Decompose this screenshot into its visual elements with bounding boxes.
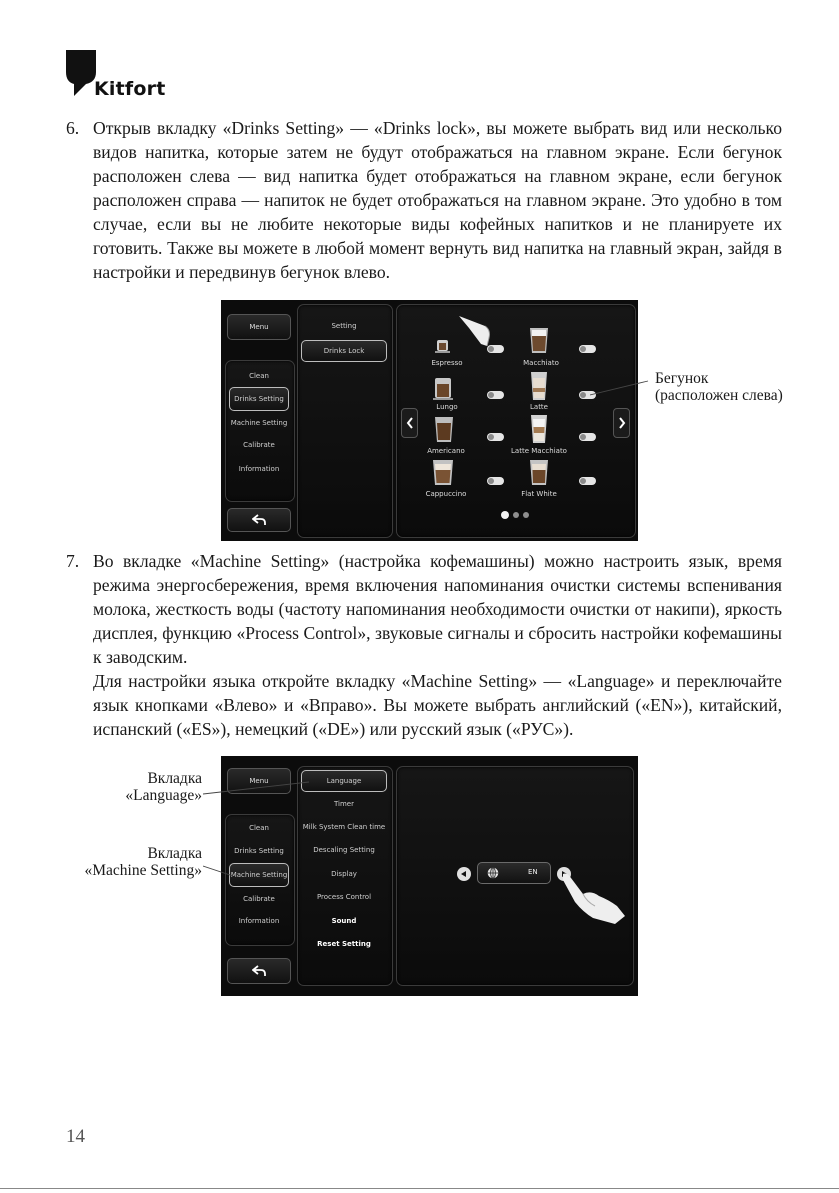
hand-pointer-icon	[459, 316, 499, 350]
nav-item-calibrate[interactable]: Calibrate	[243, 895, 275, 903]
drink-label: Latte Macchiato	[511, 447, 567, 455]
nav-item-drinks-setting[interactable]: Drinks Setting	[234, 847, 284, 855]
annotation-slider	[655, 370, 783, 404]
sub-item-drinks-lock[interactable]: Drinks Lock	[301, 340, 387, 362]
back-arrow-icon	[252, 965, 266, 977]
annotation-leader-lines	[203, 780, 313, 884]
toggle-macchiato[interactable]	[579, 345, 596, 353]
page-dot-active[interactable]	[501, 511, 509, 519]
kitfort-logo-icon	[66, 50, 96, 96]
language-value: EN	[528, 868, 538, 876]
nav-item-information[interactable]: Information	[238, 917, 280, 925]
back-button[interactable]	[227, 958, 291, 984]
instruction-item-6	[66, 116, 782, 306]
drink-label: Cappuccino	[425, 490, 467, 498]
nav-item-clean[interactable]: Clean	[249, 372, 269, 380]
back-arrow-icon	[252, 514, 266, 526]
drink-label: Lungo	[436, 403, 458, 411]
menu-button[interactable]: Menu	[227, 768, 291, 794]
item-text: Во вкладке «Machine Setting» (настройка кофемашины) можно настроить язык, время режима энергосбережения, время включения напоминания очистки системы вспенивания молока, жесткость воды (частоту напоминания необходимости очистки от накипи), яркость дисплея, функцию «Process Control», звуковые сигналы и сбросить настройки кофемашины к заводским.	[93, 551, 782, 667]
drink-label: Espresso	[431, 359, 463, 367]
sub-item-milk-system-clean-time[interactable]: Milk System Clean time	[302, 823, 386, 831]
sub-item-display[interactable]: Display	[331, 870, 357, 878]
toggle-latte-macchiato[interactable]	[579, 433, 596, 441]
nav-item-machine-setting[interactable]: Machine Setting	[229, 863, 289, 887]
annotation-line: Вкладка	[147, 845, 202, 862]
chevron-right-icon	[618, 417, 626, 429]
macchiato-cup-icon	[527, 326, 551, 356]
item-number: 6.	[66, 118, 80, 138]
nav-item-drinks-setting[interactable]: Drinks Setting	[229, 387, 289, 411]
latte-glass-icon	[529, 370, 549, 402]
drink-label: Latte	[530, 403, 548, 411]
americano-cup-icon	[432, 415, 456, 445]
annotation-line: Бегунок	[655, 370, 709, 387]
page-dot[interactable]	[523, 512, 529, 518]
annotation-line: «Machine Setting»	[84, 862, 202, 879]
sub-item-reset-setting[interactable]: Reset Setting	[317, 940, 371, 948]
flat-white-cup-icon	[527, 458, 551, 488]
back-button[interactable]	[227, 508, 291, 532]
language-left-button[interactable]	[457, 867, 471, 881]
drinks-lock-screenshot	[221, 300, 638, 541]
sub-item-process-control[interactable]: Process Control	[316, 893, 372, 901]
nav-item-machine-setting[interactable]: Machine Setting	[230, 419, 288, 427]
lungo-cup-icon	[432, 376, 454, 402]
prev-page-button[interactable]	[401, 408, 418, 438]
annotation-line: (расположен слева)	[655, 387, 783, 404]
toggle-flat-white[interactable]	[579, 477, 596, 485]
item-number: 7.	[66, 551, 80, 571]
annotation-machine-setting-tab	[40, 845, 202, 879]
drink-label: Flat White	[521, 490, 557, 498]
page-bottom-rule	[0, 1188, 839, 1189]
sub-item-language[interactable]: Language	[301, 770, 387, 792]
annotation-language-tab	[100, 770, 202, 804]
toggle-americano[interactable]	[487, 433, 504, 441]
next-page-button[interactable]	[613, 408, 630, 438]
hand-pointer-icon	[561, 872, 627, 924]
instruction-item-7	[66, 549, 782, 749]
espresso-cup-icon	[435, 334, 451, 354]
drink-label: Macchiato	[523, 359, 559, 367]
sub-item-timer[interactable]: Timer	[333, 800, 354, 808]
annotation-line: Вкладка	[147, 770, 202, 787]
item-text: Открыв вкладку «Drinks Setting» — «Drinks lock», вы можете выбрать вид или несколько видов напитка, которые затем не будут отображаться на главном экране. Если бегунок расположен слева — вид напитка будет отображаться на главном экране, если бегунок расположен справа — напиток не будет отображаться на главном экране. Это удобно в том случае, если вы не любите некоторые виды кофейных напитков и не планируете их готовить. Также вы можете в любой момент вернуть вид напитка на главный экран, зайдя в настройки и передвинув бегунок влево.	[93, 118, 782, 282]
nav-item-clean[interactable]: Clean	[249, 824, 269, 832]
sub-item-sound[interactable]: Sound	[331, 917, 357, 925]
annotation-line: «Language»	[125, 787, 202, 804]
toggle-lungo[interactable]	[487, 391, 504, 399]
drink-label: Americano	[427, 447, 465, 455]
sub-title: Setting	[331, 322, 357, 330]
page-dot[interactable]	[513, 512, 519, 518]
triangle-left-icon	[461, 871, 467, 877]
kitfort-logo	[66, 50, 176, 102]
nav-item-information[interactable]: Information	[238, 465, 280, 473]
globe-icon	[487, 867, 499, 879]
item-text: Для настройки языка откройте вкладку «Machine Setting» — «Language» и переключайте язык кнопками «Влево» и «Вправо». Вы можете выбрать английский («EN»), китайский, испанский («ES»), немецкий («DE») или русский язык («РУС»).	[93, 671, 782, 739]
cappuccino-cup-icon	[430, 458, 456, 488]
chevron-left-icon	[406, 417, 414, 429]
sub-item-descaling-setting[interactable]: Descaling Setting	[313, 846, 375, 854]
language-selector[interactable]	[477, 862, 551, 884]
toggle-cappuccino[interactable]	[487, 477, 504, 485]
brand-name: Kitfort	[94, 78, 166, 100]
annotation-leader-line	[590, 378, 650, 398]
latte-macchiato-glass-icon	[529, 413, 549, 445]
menu-button[interactable]: Menu	[227, 314, 291, 340]
page-number: 14	[66, 1126, 85, 1147]
nav-item-calibrate[interactable]: Calibrate	[243, 441, 275, 449]
